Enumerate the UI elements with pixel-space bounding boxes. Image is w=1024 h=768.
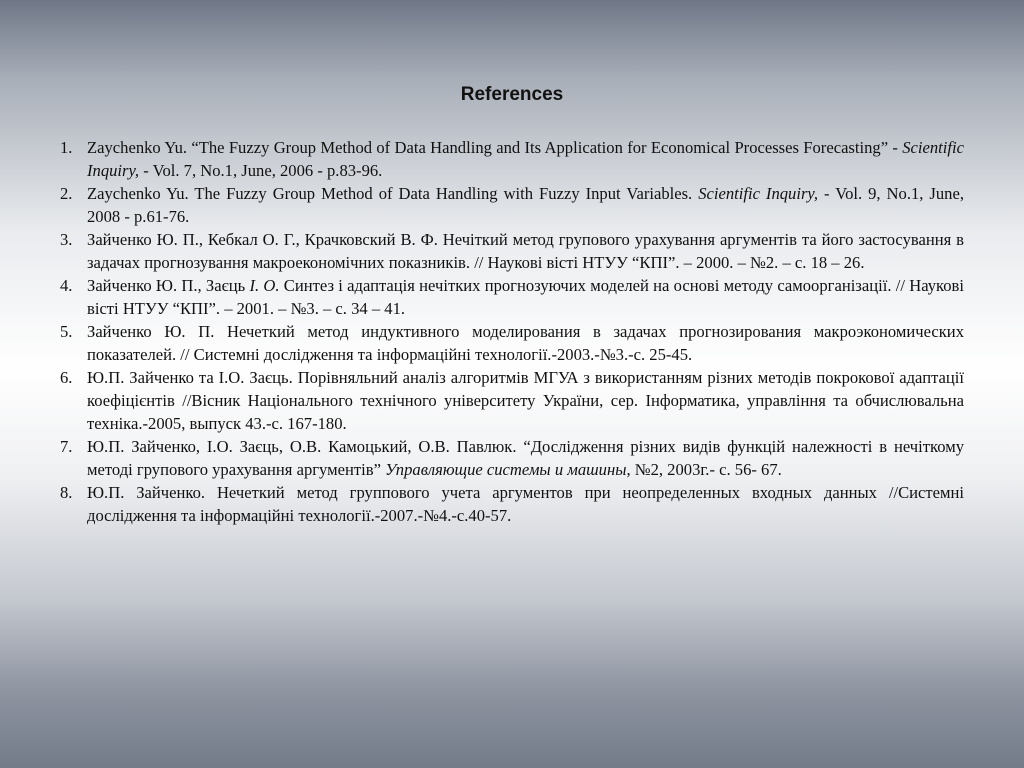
reference-text-segment: Зайченко Ю. П., Кебкал О. Г., Крачковский В. Ф. Нечіткий метод групового урахування аргументів та його застосування в задачах прогнозування макроекономічних показників. // Наукові вісті НТУУ “КПІ”. – 2000. – №2. – с. 18 – 26.	[87, 230, 964, 272]
reference-number: 5.	[60, 322, 73, 341]
reference-text-segment: Ю.П. Зайченко та І.О. Заєць. Порівняльний аналіз алгоритмів МГУА з використанням різних методів покрокової адаптації коефіцієнтів //Вісник Національного технічного університету України, сер. Інформатика, управління та обчислювальна техніка.-2005, выпуск 43.-с. 167-180.	[87, 368, 964, 433]
reference-number: 8.	[60, 483, 73, 502]
reference-text-segment: Зайченко Ю. П., Заєць	[87, 276, 250, 295]
reference-text-segment: Ю.П. Зайченко. Нечеткий метод группового учета аргументов при неопределенных входных данных //Системні дослідження та інформаційні технології.-2007.-№4.-с.40-57.	[87, 483, 964, 525]
reference-item	[60, 228, 964, 274]
reference-text	[87, 184, 964, 226]
reference-number: 2.	[60, 184, 73, 203]
reference-number: 4.	[60, 276, 73, 295]
reference-text-segment: Zaychenko Yu. “The Fuzzy Group Method of Data Handling and Its Application for Economical Processes Forecasting” -	[87, 138, 903, 157]
reference-item	[60, 481, 964, 527]
reference-text-segment: Zaychenko Yu. The Fuzzy Group Method of Data Handling with Fuzzy Input Variables.	[87, 184, 699, 203]
reference-number: 1.	[60, 138, 73, 157]
reference-item	[60, 366, 964, 435]
reference-item	[60, 136, 964, 182]
reference-number: 6.	[60, 368, 73, 387]
page-title: References	[460, 84, 564, 105]
reference-text-segment: - Vol. 7, No.1, June, 2006 - p.83-96.	[139, 161, 383, 180]
reference-number: 3.	[60, 230, 73, 249]
reference-text	[87, 138, 964, 180]
reference-source-italic: Scientific Inquiry,	[698, 184, 819, 203]
reference-source-italic: Scientific Inquiry,	[87, 138, 964, 180]
reference-item	[60, 274, 964, 320]
reference-text	[87, 483, 964, 525]
reference-text	[87, 276, 964, 318]
reference-text-segment: Зайченко Ю. П. Нечеткий метод индуктивного моделирования в задачах прогнозирования макроэкономических показателей. // Системні дослідження та інформаційні технології.-2003.-№3.-с. 25-45.	[87, 322, 964, 364]
reference-text	[87, 322, 964, 364]
reference-item	[60, 320, 964, 366]
reference-source-italic: І. О.	[249, 276, 280, 295]
reference-number: 7.	[60, 437, 73, 456]
reference-text-segment: - Vol. 9, No.1, June, 2008 - p.61-76.	[87, 184, 964, 226]
reference-text-segment: , №2, 2003г.- с. 56- 67.	[626, 460, 782, 479]
reference-item	[60, 435, 964, 481]
reference-text	[87, 230, 964, 272]
reference-text-segment: Ю.П. Зайченко, І.О. Заєць, О.В. Камоцький, О.В. Павлюк. “Дослідження різних видів функцій належності в нечіткому методі групового урахування аргументів”	[87, 437, 964, 479]
reference-text-segment: Синтез і адаптація нечітких прогнозуючих моделей на основі методу самоорганізації. // Наукові вісті НТУУ “КПІ”. – 2001. – №3. – с. 34 – 41.	[87, 276, 964, 318]
reference-source-italic: Управляющие системы и машины	[385, 460, 627, 479]
references-list	[60, 136, 964, 527]
reference-item	[60, 182, 964, 228]
reference-text	[87, 368, 964, 433]
reference-text	[87, 437, 964, 479]
